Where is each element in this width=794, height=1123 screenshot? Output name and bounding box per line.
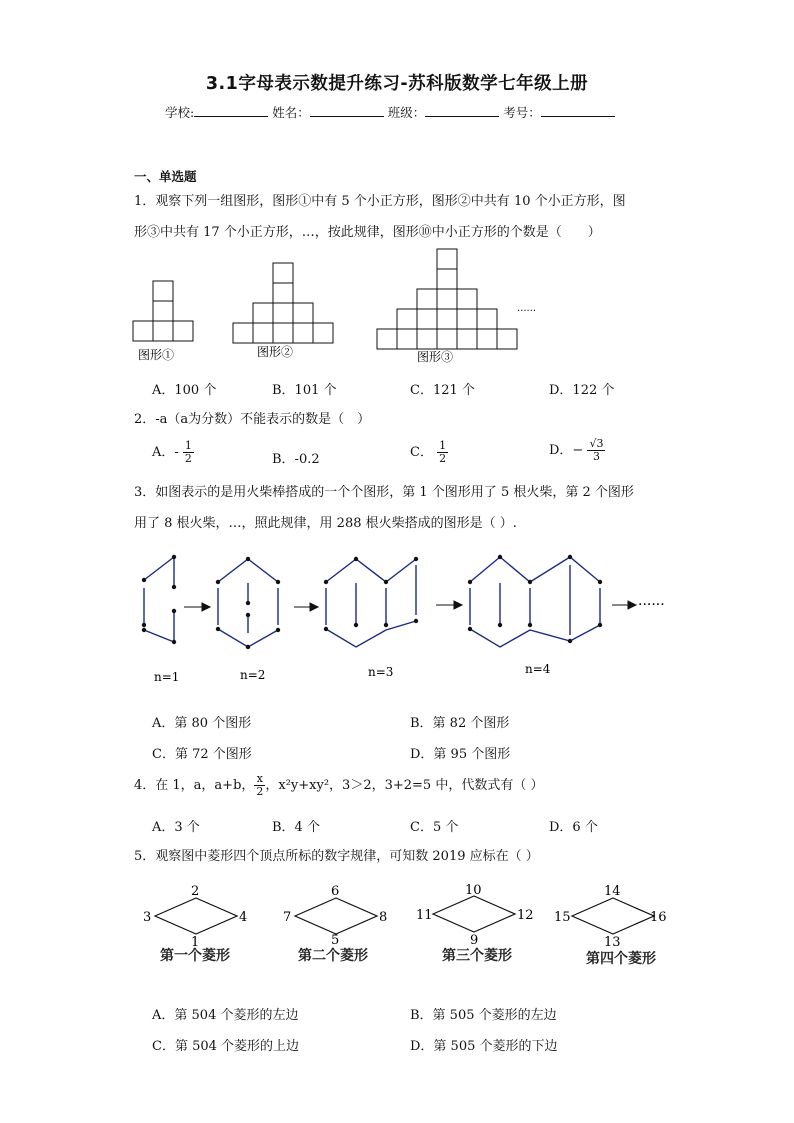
rhombus-4-left: 15 [554, 910, 571, 925]
q5-option-b[interactable]: B．第 505 个菱形的左边 [410, 1008, 557, 1023]
section-heading: 一、单选题 [134, 169, 197, 184]
question-4-fraction: $\frac{x}{2}$ [256, 772, 264, 798]
n2-label: n=2 [240, 668, 266, 682]
rhombus-4-right: 16 [650, 910, 667, 925]
figure-2-squares [233, 263, 333, 343]
rhombus-3-right: 12 [517, 908, 534, 923]
figure-2-label: 图形② [257, 345, 294, 359]
q2-option-b[interactable]: B．-0.2 [272, 452, 320, 467]
school-blank [194, 105, 268, 117]
rhombus-3-bottom: 9 [470, 933, 479, 948]
rhombus-4-label: 第四个菱形 [586, 951, 656, 967]
rhombus-2 [295, 898, 377, 934]
q2-option-c-fraction: $\frac{1}{2}$ [439, 439, 447, 465]
question-1-line-2: 形③中共有 17 个小正方形，…，按此规律，图形⑩中小正方形的个数是（ ） [134, 225, 601, 240]
q4-option-c[interactable]: C．5 个 [410, 820, 459, 835]
page-title: 3.1字母表示数提升练习-苏科版数学七年级上册 [205, 74, 589, 94]
q2-option-a[interactable] [152, 440, 194, 465]
q4-option-b[interactable]: B．4 个 [272, 820, 320, 835]
rhombus-2-top: 6 [331, 884, 340, 899]
question-1-figure [120, 245, 560, 370]
figure-3-squares [377, 249, 517, 349]
question-3-figure [130, 545, 690, 690]
q2-option-c-prefix: C． [410, 445, 433, 460]
class-label: 班级： [387, 105, 426, 120]
q5-option-a[interactable]: A．第 504 个菱形的左边 [152, 1008, 299, 1023]
q1-option-b[interactable]: B．101 个 [272, 383, 337, 398]
q4-option-d[interactable]: D．6 个 [549, 820, 598, 835]
q2-option-c[interactable] [410, 440, 448, 465]
q2-option-d-prefix: D．− [549, 443, 584, 458]
rhombus-1-right: 4 [239, 910, 248, 925]
rhombus-4-bottom: 13 [604, 935, 621, 950]
question-2-stem: 2．-a（a为分数）不能表示的数是（ ） [134, 412, 371, 427]
rhombus-4 [572, 898, 654, 934]
rhombus-3-label: 第三个菱形 [442, 948, 512, 964]
question-5-figure [140, 878, 680, 973]
n3-label: n=3 [368, 665, 394, 679]
figure-3-label: 图形③ [417, 350, 454, 364]
q2-option-d[interactable] [549, 438, 605, 463]
sequence-dots: ······ [638, 597, 665, 613]
question-4-prefix: 4．在 1，a，a+b， [134, 778, 255, 793]
question-1-line-1: 1．观察下列一组图形，图形①中有 5 个小正方形，图形②中共有 10 个小正方形，图 [134, 194, 626, 209]
rhombus-3 [433, 896, 515, 932]
rhombus-4-top: 14 [604, 884, 621, 899]
q5-option-d[interactable]: D．第 505 个菱形的下边 [410, 1039, 558, 1054]
n4-label: n=4 [525, 662, 551, 676]
rhombus-2-bottom: 5 [331, 933, 340, 948]
name-blank [310, 105, 384, 117]
figure-continuation-dots: ...... [517, 303, 537, 314]
question-3-line-2: 用了 8 根火柴，…，照此规律，用 288 根火柴搭成的图形是（ ）. [134, 516, 517, 531]
rhombus-3-left: 11 [416, 908, 433, 923]
rhombus-1-label: 第一个菱形 [160, 948, 230, 964]
school-label: 学校: [165, 105, 195, 120]
name-label: 姓名： [272, 105, 310, 120]
q3-option-a[interactable]: A．第 80 个图形 [152, 716, 252, 731]
question-3-line-1: 3．如图表示的是用火柴棒搭成的一个个图形，第 1 个图形用了 5 根火柴，第 2 个图形 [134, 485, 634, 500]
exam-no-blank [541, 105, 615, 117]
rhombus-2-left: 7 [283, 910, 292, 925]
figure-1-label: 图形① [138, 348, 175, 362]
q3-option-c[interactable]: C．第 72 个图形 [152, 747, 252, 762]
q3-option-b[interactable]: B．第 82 个图形 [410, 716, 510, 731]
q2-option-d-fraction: $\frac{√3}{3}$ [589, 437, 604, 463]
q1-option-a[interactable]: A．100 个 [152, 383, 217, 398]
rhombus-1-left: 3 [143, 910, 152, 925]
class-blank [425, 105, 499, 117]
question-1-stem [134, 186, 664, 248]
rhombus-2-label: 第二个菱形 [298, 948, 368, 964]
rhombus-1-bottom: 1 [191, 935, 200, 950]
rhombus-1 [155, 898, 237, 934]
question-3-stem [134, 477, 664, 539]
student-info-line [165, 103, 619, 121]
rhombus-1-top: 2 [191, 884, 200, 899]
q2-option-a-prefix: A．- [152, 445, 179, 460]
q1-option-d[interactable]: D．122 个 [549, 383, 615, 398]
q2-option-a-fraction: $\frac{1}{2}$ [184, 439, 192, 465]
question-5-stem: 5．观察图中菱形四个顶点所标的数字规律，可知数 2019 应标在（ ） [134, 849, 539, 864]
question-4-suffix: ，x²y+xy²，3＞2，3+2=5 中，代数式有（ ） [265, 778, 544, 793]
q3-option-d[interactable]: D．第 95 个图形 [410, 747, 511, 762]
rhombus-2-right: 8 [379, 910, 388, 925]
question-4-stem [134, 773, 543, 798]
n1-label: n=1 [154, 670, 180, 684]
rhombus-3-top: 10 [465, 883, 482, 898]
q4-option-a[interactable]: A．3 个 [152, 820, 200, 835]
figure-1-squares [133, 281, 193, 341]
exam-no-label: 考号： [503, 105, 541, 120]
q5-option-c[interactable]: C．第 504 个菱形的上边 [152, 1039, 300, 1054]
q1-option-c[interactable]: C．121 个 [410, 383, 475, 398]
